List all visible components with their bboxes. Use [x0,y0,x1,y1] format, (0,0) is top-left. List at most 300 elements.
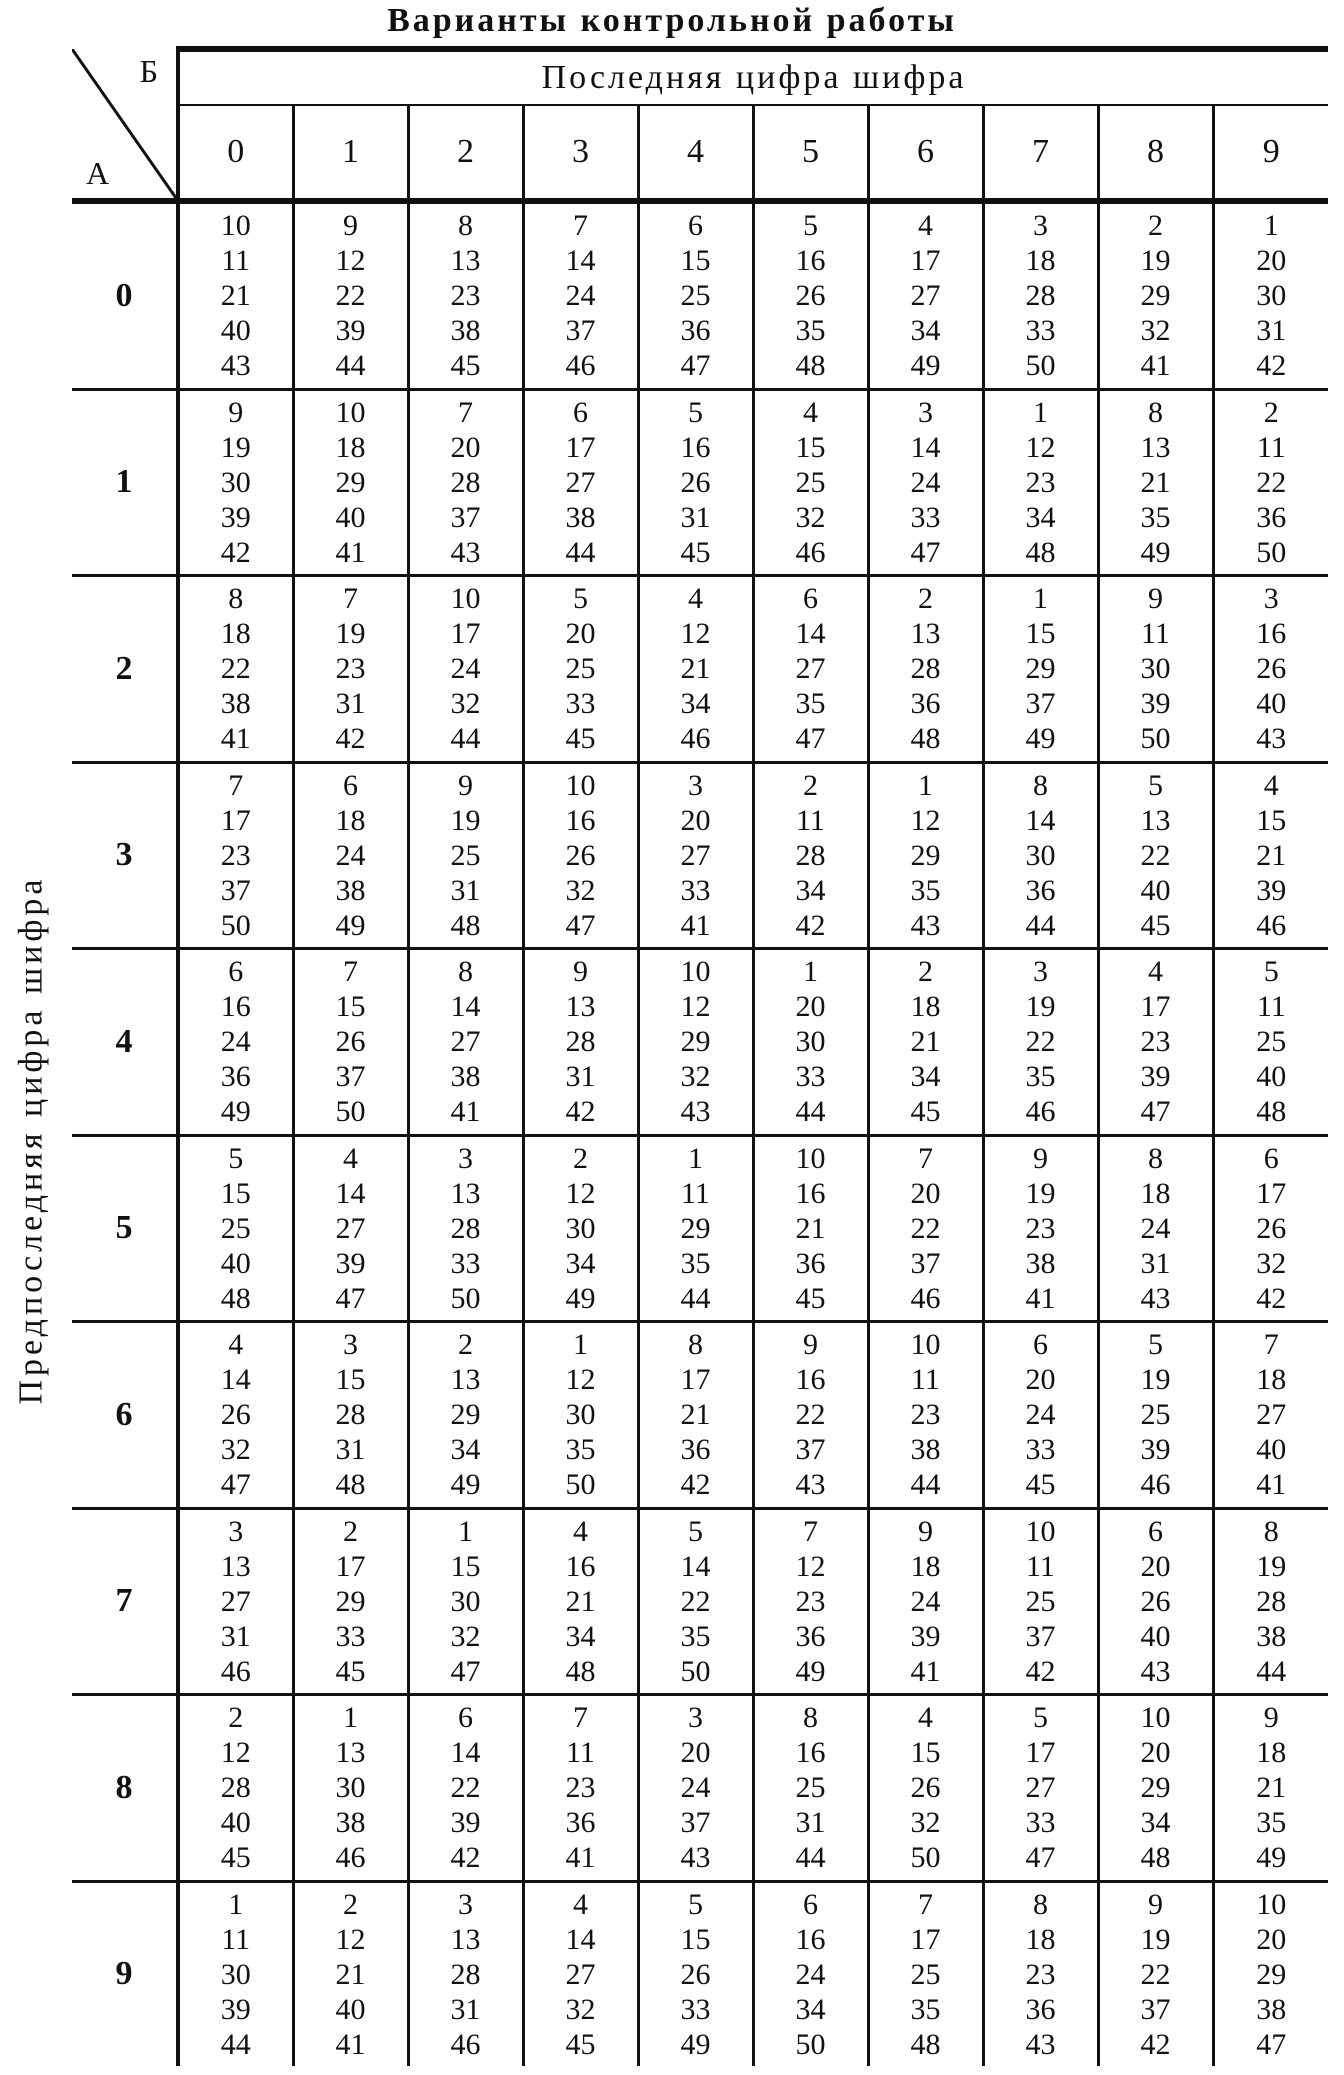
task-number: 23 [795,1584,826,1618]
variants-table [72,46,1328,2066]
task-number: 25 [1256,1025,1287,1059]
variant-cell [1098,201,1213,389]
task-number: 42 [565,1095,596,1129]
task-number: 14 [795,617,826,651]
task-number: 22 [795,1398,826,1432]
task-number: 31 [220,1619,251,1653]
task-number: 46 [1025,1095,1056,1129]
task-number: 37 [1025,687,1056,721]
task-number: 22 [1140,1957,1171,1991]
task-number: 5 [803,209,818,243]
task-number: 16 [795,1176,826,1210]
task-number: 16 [680,430,711,464]
task-number: 47 [565,908,596,942]
variant-cell [408,1322,523,1509]
table-body [72,49,1328,2066]
task-number: 18 [1256,1363,1287,1397]
task-number: 14 [565,244,596,278]
variant-cell [868,949,983,1136]
task-number: 35 [910,873,941,907]
task-number: 43 [795,1468,826,1502]
task-number: 8 [1148,395,1163,429]
row-header-3: 3 [72,762,178,949]
task-number: 5 [228,1141,244,1175]
table-row [72,1135,1328,1322]
task-number: 47 [680,349,711,383]
task-number: 8 [458,209,473,243]
task-number: 4 [228,1328,244,1362]
task-number: 19 [1025,990,1056,1024]
column-header-8: 8 [1098,105,1213,201]
task-number: 43 [680,1841,711,1875]
variant-cell [868,576,983,763]
task-number: 36 [680,314,711,348]
task-number: 2 [228,1701,244,1735]
task-number: 15 [795,430,826,464]
task-number: 39 [1140,687,1171,721]
task-number: 29 [335,1584,366,1618]
task-number: 46 [565,349,596,383]
task-number: 40 [1256,1433,1287,1467]
task-number: 34 [1140,1806,1171,1840]
task-number: 48 [910,722,941,756]
task-number: 33 [795,1060,826,1094]
corner-label-a: А [86,155,110,191]
task-number: 25 [795,1771,826,1805]
task-number: 27 [565,465,596,499]
task-number: 5 [1148,768,1163,802]
task-number: 31 [680,500,711,534]
task-number: 32 [450,687,481,721]
task-number: 29 [1256,1957,1287,1991]
task-number: 22 [680,1584,711,1618]
task-number: 11 [1256,430,1286,464]
task-number: 41 [335,535,366,569]
task-number: 21 [1256,838,1287,872]
task-number: 6 [458,1701,473,1735]
task-number: 2 [803,768,818,802]
task-number: 48 [565,1654,596,1688]
task-number: 10 [910,1328,941,1362]
task-number: 35 [1256,1806,1287,1840]
task-number: 8 [1033,768,1048,802]
task-number: 40 [1256,687,1287,721]
task-number: 1 [1033,395,1048,429]
task-number: 39 [1140,1060,1171,1094]
task-number: 38 [1256,1992,1287,2026]
task-number: 45 [220,1841,251,1875]
variant-cell [638,1322,753,1509]
task-number: 43 [910,908,941,942]
task-number: 1 [1263,209,1279,243]
variant-cell [523,389,638,576]
variant-cell [868,1135,983,1322]
task-number: 44 [680,1281,711,1315]
task-number: 4 [918,209,933,243]
variant-cell [983,1322,1098,1509]
task-number: 35 [1025,1060,1056,1094]
column-header-0: 0 [178,105,293,201]
task-number: 26 [220,1398,251,1432]
task-number: 25 [450,838,481,872]
task-number: 45 [450,349,481,383]
task-number: 47 [795,722,826,756]
task-number: 3 [1033,209,1048,243]
task-number: 17 [450,617,481,651]
task-number: 31 [1256,314,1287,348]
task-number: 47 [335,1281,366,1315]
task-number: 1 [573,1328,588,1362]
task-number: 25 [565,652,596,686]
task-number: 8 [1148,1141,1163,1175]
task-number: 35 [680,1619,711,1653]
task-number: 8 [458,955,473,989]
task-number: 46 [220,1654,251,1688]
variant-cell [1098,1135,1213,1322]
column-header-row [72,105,1328,201]
task-number: 48 [335,1468,366,1502]
task-number: 34 [565,1246,596,1280]
variant-cell [178,1322,293,1509]
variant-cell [408,389,523,576]
task-number: 27 [565,1957,596,1991]
task-number: 27 [220,1584,251,1618]
task-number: 40 [335,500,366,534]
task-number: 33 [1025,1806,1056,1840]
task-number: 28 [335,1398,366,1432]
task-number: 33 [335,1619,366,1653]
task-number: 1 [688,1141,703,1175]
task-number: 10 [335,395,366,429]
variant-cell [1098,1508,1213,1695]
task-number: 16 [795,1363,826,1397]
variant-cell [178,1508,293,1695]
task-number: 49 [680,2027,711,2061]
task-number: 5 [1033,1701,1048,1735]
column-header-3: 3 [523,105,638,201]
variant-cell [983,1508,1098,1695]
task-number: 42 [1140,2027,1171,2061]
variant-cell [1213,762,1328,949]
task-number: 29 [335,465,366,499]
task-number: 47 [910,535,941,569]
task-number: 44 [450,722,481,756]
variant-cell [178,949,293,1136]
task-number: 13 [335,1736,366,1770]
task-number: 18 [220,617,251,651]
task-number: 21 [1256,1771,1287,1805]
task-number: 6 [573,395,588,429]
task-number: 34 [795,1992,826,2026]
task-number: 25 [910,1957,941,1991]
task-number: 30 [1140,652,1171,686]
task-number: 25 [220,1211,251,1245]
variant-cell [523,949,638,1136]
task-number: 22 [335,279,366,313]
task-number: 30 [220,465,251,499]
task-number: 13 [220,1549,251,1583]
task-number: 41 [565,1841,596,1875]
task-number: 50 [565,1468,596,1502]
task-number: 49 [220,1095,251,1129]
task-number: 30 [1256,279,1287,313]
variant-cell [178,762,293,949]
task-number: 19 [1025,1176,1056,1210]
task-number: 14 [335,1176,366,1210]
task-number: 48 [220,1281,251,1315]
task-number: 32 [795,500,826,534]
task-number: 20 [565,617,596,651]
variant-cell [638,389,753,576]
column-header-4: 4 [638,105,753,201]
task-number: 36 [795,1246,826,1280]
task-number: 46 [1256,908,1287,942]
task-number: 47 [1256,2027,1287,2061]
task-number: 13 [1140,430,1171,464]
task-number: 45 [680,535,711,569]
variant-cell [868,1881,983,2066]
task-number: 15 [1025,617,1056,651]
header-row-group [72,49,1328,105]
task-number: 50 [220,908,251,942]
task-number: 19 [1140,1363,1171,1397]
task-number: 9 [573,955,588,989]
variant-cell [293,949,408,1136]
task-number: 15 [220,1176,251,1210]
task-number: 19 [1140,1922,1171,1956]
task-number: 1 [1033,582,1048,616]
task-number: 4 [343,1141,358,1175]
row-header-8: 8 [72,1695,178,1882]
task-number: 27 [450,1025,481,1059]
column-header-2: 2 [408,105,523,201]
task-number: 44 [795,1841,826,1875]
task-number: 5 [688,1514,703,1548]
task-number: 23 [565,1771,596,1805]
variant-cell [753,949,868,1136]
task-number: 43 [680,1095,711,1129]
task-number: 14 [565,1922,596,1956]
task-number: 24 [910,465,941,499]
task-number: 5 [573,582,588,616]
task-number: 4 [573,1887,588,1921]
task-number: 38 [450,314,481,348]
task-number: 19 [335,617,366,651]
variant-cell [638,201,753,389]
task-number: 13 [565,990,596,1024]
task-number: 18 [910,1549,941,1583]
task-number: 26 [565,838,596,872]
task-number: 43 [1140,1654,1171,1688]
variant-cell [983,201,1098,389]
task-number: 37 [910,1246,941,1280]
task-number: 34 [450,1433,481,1467]
variant-cell [868,201,983,389]
task-number: 21 [1140,465,1171,499]
task-number: 7 [573,209,588,243]
task-number: 24 [1140,1211,1171,1245]
variant-cell [868,1322,983,1509]
task-number: 48 [1025,535,1056,569]
variant-cell [868,762,983,949]
variant-cell [408,1695,523,1882]
variant-cell [1213,1322,1328,1509]
variant-cell [983,762,1098,949]
task-number: 36 [1256,500,1287,534]
task-number: 45 [1025,1468,1056,1502]
task-number: 24 [220,1025,251,1059]
task-number: 24 [450,652,481,686]
task-number: 28 [450,465,481,499]
task-number: 9 [1033,1141,1048,1175]
variant-cell [983,1695,1098,1882]
task-number: 9 [1148,1887,1163,1921]
task-number: 45 [910,1095,941,1129]
variant-cell [638,1695,753,1882]
task-number: 43 [1140,1281,1171,1315]
variant-cell [638,949,753,1136]
task-number: 12 [795,1549,826,1583]
task-number: 17 [220,803,251,837]
variant-cell [293,201,408,389]
variant-cell [408,576,523,763]
task-number: 5 [1263,955,1279,989]
variant-cell [1213,1508,1328,1695]
task-number: 35 [795,314,826,348]
variant-cell [983,949,1098,1136]
variant-cell [293,1322,408,1509]
task-number: 9 [803,1328,818,1362]
task-number: 7 [918,1141,933,1175]
task-number: 50 [1140,722,1171,756]
task-number: 42 [1256,349,1287,383]
variant-cell [753,1695,868,1882]
task-number: 22 [220,652,251,686]
task-number: 24 [680,1771,711,1805]
task-number: 33 [450,1246,481,1280]
variant-cell [753,576,868,763]
task-number: 40 [1140,1619,1171,1653]
row-header-7: 7 [72,1508,178,1695]
task-number: 8 [1263,1514,1279,1548]
variant-cell [523,1881,638,2066]
task-number: 30 [450,1584,481,1618]
task-number: 32 [680,1060,711,1094]
task-number: 26 [795,279,826,313]
task-number: 11 [566,1736,595,1770]
task-number: 10 [1140,1701,1171,1735]
task-number: 32 [1140,314,1171,348]
task-number: 4 [1148,955,1163,989]
task-number: 49 [450,1468,481,1502]
task-number: 49 [1140,535,1171,569]
variant-cell [1098,762,1213,949]
task-number: 50 [680,1654,711,1688]
variant-cell [983,389,1098,576]
task-number: 26 [335,1025,366,1059]
task-number: 31 [450,1992,481,2026]
task-number: 12 [565,1176,596,1210]
task-number: 42 [335,722,366,756]
task-number: 13 [450,1922,481,1956]
task-number: 30 [220,1957,251,1991]
task-number: 37 [335,1060,366,1094]
task-number: 9 [1148,582,1163,616]
task-number: 7 [458,395,473,429]
task-number: 6 [1263,1141,1279,1175]
row-header-9: 9 [72,1881,178,2066]
task-number: 3 [918,395,933,429]
variant-cell [523,1135,638,1322]
task-number: 45 [565,2027,596,2061]
task-number: 26 [910,1771,941,1805]
task-number: 7 [918,1887,933,1921]
task-number: 46 [910,1281,941,1315]
task-number: 12 [680,617,711,651]
task-number: 21 [910,1025,941,1059]
task-number: 41 [680,908,711,942]
task-number: 39 [450,1806,481,1840]
task-number: 20 [680,1736,711,1770]
task-number: 47 [1025,1841,1056,1875]
task-number: 2 [918,955,933,989]
task-number: 37 [450,500,481,534]
task-number: 25 [1140,1398,1171,1432]
task-number: 3 [1033,955,1048,989]
task-number: 13 [450,1176,481,1210]
task-number: 33 [680,1992,711,2026]
task-number: 7 [1263,1328,1279,1362]
task-number: 12 [335,244,366,278]
task-number: 43 [450,535,481,569]
task-number: 27 [335,1211,366,1245]
task-number: 44 [795,1095,826,1129]
task-number: 30 [335,1771,366,1805]
variant-cell [753,1508,868,1695]
table-title: Варианты контрольной работы [387,2,957,39]
row-header-4: 4 [72,949,178,1136]
task-number: 28 [1025,279,1056,313]
task-number: 20 [910,1176,941,1210]
task-number: 9 [228,395,244,429]
variant-cell [1213,1881,1328,2066]
task-number: 47 [1140,1095,1171,1129]
task-number: 43 [1025,2027,1056,2061]
table-row [72,1322,1328,1509]
task-number: 20 [1140,1549,1171,1583]
task-number: 23 [335,652,366,686]
task-number: 18 [1256,1736,1287,1770]
task-number: 27 [1256,1398,1287,1432]
task-number: 50 [1256,535,1287,569]
task-number: 11 [221,244,251,278]
task-number: 29 [680,1211,711,1245]
task-number: 6 [1148,1514,1163,1548]
task-number: 43 [1256,722,1287,756]
variant-cell [523,762,638,949]
task-number: 26 [1256,1211,1287,1245]
column-header-1: 1 [293,105,408,201]
task-number: 8 [803,1701,818,1735]
task-number: 28 [1256,1584,1287,1618]
task-number: 48 [1256,1095,1287,1129]
task-number: 9 [458,768,473,802]
task-number: 41 [910,1654,941,1688]
task-number: 49 [335,908,366,942]
task-number: 28 [795,838,826,872]
task-number: 49 [1256,1841,1287,1875]
task-number: 16 [565,1549,596,1583]
